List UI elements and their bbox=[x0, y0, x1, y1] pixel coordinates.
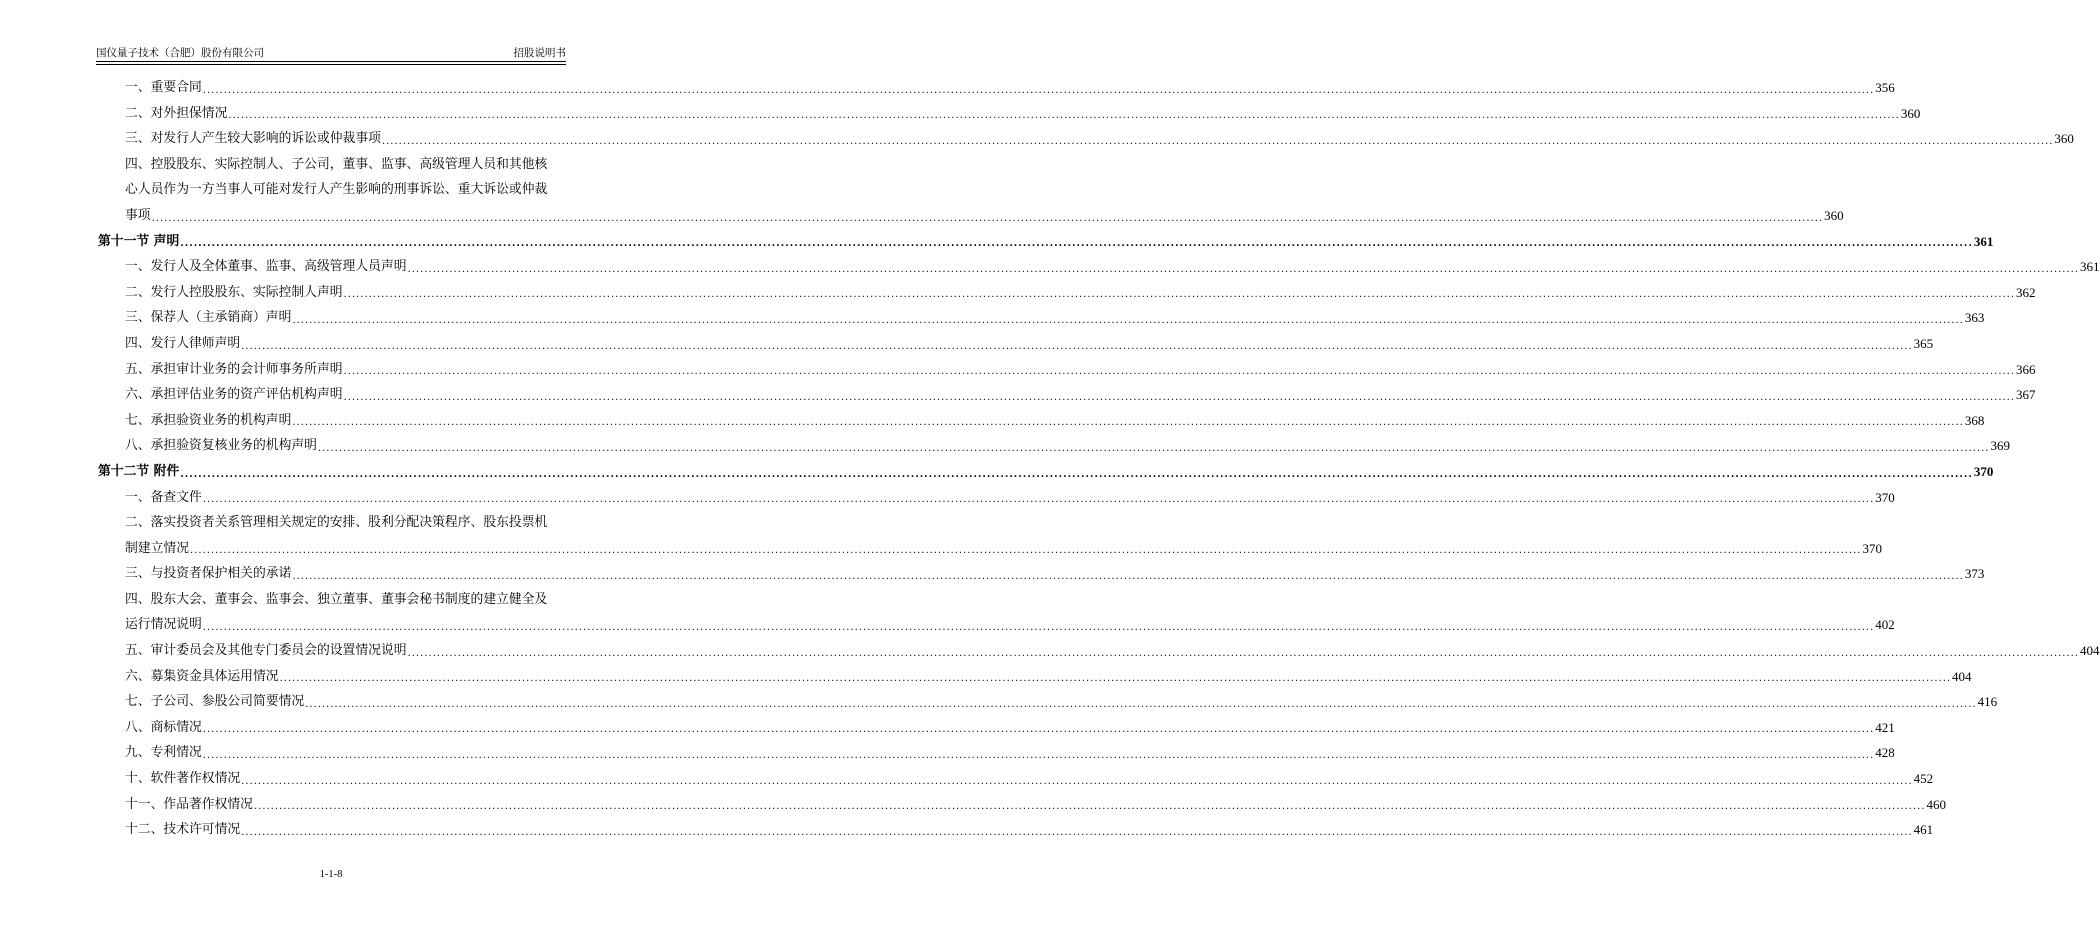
dot-leader: ................................................................................................................................................................................................................................................................................................................................................................................................................ bbox=[241, 775, 1913, 787]
toc-entry-text: 第十一节 声明 bbox=[98, 233, 180, 249]
dot-leader: ................................................................................................................................................................................................................................................................................................................................................................................................................ bbox=[180, 468, 1973, 480]
dot-leader: ................................................................................................................................................................................................................................................................................................................................................................................................................ bbox=[407, 263, 2080, 275]
toc-entry[interactable] bbox=[98, 382, 2036, 408]
toc-page-number: 452 bbox=[1913, 771, 1934, 787]
dot-leader: ................................................................................................................................................................................................................................................................................................................................................................................................................ bbox=[343, 366, 2016, 378]
dot-leader: ................................................................................................................................................................................................................................................................................................................................................................................................................ bbox=[343, 289, 2016, 301]
toc-entry-text: 四、控股股东、实际控制人、子公司，董事、监事、高级管理人员和其他核 bbox=[125, 156, 548, 172]
toc-page-number: 416 bbox=[1977, 694, 1998, 710]
toc-section-heading[interactable] bbox=[98, 459, 1994, 485]
toc-section-heading[interactable] bbox=[98, 229, 1994, 255]
toc-entry-text: 四、发行人律师声明 bbox=[125, 335, 241, 351]
toc-entry-text: 七、子公司、参股公司简要情况 bbox=[125, 694, 305, 710]
toc-entry-text: 八、承担验资复核业务的机构声明 bbox=[125, 438, 317, 454]
toc-entry-text: 六、募集资金具体运用情况 bbox=[125, 668, 279, 684]
dot-leader: ................................................................................................................................................................................................................................................................................................................................................................................................................ bbox=[202, 724, 1875, 736]
toc-entry-text: 二、发行人控股股东、实际控制人声明 bbox=[125, 284, 343, 300]
toc-entry-text: 五、承担审计业务的会计师事务所声明 bbox=[125, 361, 343, 377]
toc-page-number: 361 bbox=[2080, 259, 2100, 275]
toc-entry[interactable] bbox=[98, 766, 1934, 792]
toc-page-number: 370 bbox=[1862, 540, 1882, 556]
toc-entry[interactable] bbox=[98, 638, 2100, 664]
dot-leader: ................................................................................................................................................................................................................................................................................................................................................................................................................ bbox=[202, 750, 1875, 762]
toc-page-number: 404 bbox=[1952, 668, 1972, 684]
dot-leader: ................................................................................................................................................................................................................................................................................................................................................................................................................ bbox=[151, 212, 1824, 224]
toc-page-number: 365 bbox=[1913, 335, 1934, 351]
header-rule-thick bbox=[96, 61, 566, 62]
toc-entry-text: 二、对外担保情况 bbox=[125, 105, 228, 121]
dot-leader: ................................................................................................................................................................................................................................................................................................................................................................................................................ bbox=[381, 135, 2054, 147]
toc-entry[interactable] bbox=[98, 689, 1998, 715]
toc-page-number: 428 bbox=[1875, 745, 1895, 761]
toc-entry-text: 四、股东大会、董事会、监事会、独立董事、董事会秘书制度的建立健全及 bbox=[125, 591, 548, 607]
toc-entry[interactable] bbox=[98, 152, 1844, 229]
dot-leader: ................................................................................................................................................................................................................................................................................................................................................................................................................ bbox=[292, 314, 1964, 326]
toc-entry[interactable] bbox=[98, 485, 1895, 511]
toc-entry[interactable] bbox=[98, 75, 1895, 101]
dot-leader: ................................................................................................................................................................................................................................................................................................................................................................................................................ bbox=[407, 647, 2080, 659]
toc-entry[interactable] bbox=[98, 331, 1934, 357]
toc-entry-text: 九、专利情况 bbox=[125, 745, 202, 761]
dot-leader: ................................................................................................................................................................................................................................................................................................................................................................................................................ bbox=[292, 417, 1964, 429]
toc-entry[interactable] bbox=[98, 817, 1934, 843]
toc-entry-text: 五、审计委员会及其他专门委员会的设置情况说明 bbox=[125, 643, 407, 659]
toc-entry-text: 事项 bbox=[125, 207, 151, 223]
toc-page-number: 370 bbox=[1973, 463, 1994, 479]
table-of-contents bbox=[98, 75, 2100, 843]
toc-entry[interactable] bbox=[98, 254, 2100, 280]
toc-page-number: 460 bbox=[1926, 796, 1946, 812]
toc-entry[interactable] bbox=[98, 740, 1895, 766]
dot-leader: ................................................................................................................................................................................................................................................................................................................................................................................................................ bbox=[279, 673, 1952, 685]
document-type: 招股说明书 bbox=[513, 47, 566, 59]
toc-entry[interactable] bbox=[98, 561, 1985, 587]
toc-entry-text: 八、商标情况 bbox=[125, 719, 202, 735]
toc-entry[interactable] bbox=[98, 664, 1972, 690]
dot-leader: ................................................................................................................................................................................................................................................................................................................................................................................................................ bbox=[228, 110, 1900, 122]
toc-entry-text: 一、备查文件 bbox=[125, 489, 202, 505]
toc-page-number: 370 bbox=[1875, 489, 1895, 505]
toc-entry-text: 第十二节 附件 bbox=[98, 463, 180, 479]
toc-entry-text: 心人员作为一方当事人可能对发行人产生影响的刑事诉讼、重大诉讼或仲裁 bbox=[125, 182, 548, 198]
toc-page-number: 356 bbox=[1875, 80, 1895, 95]
dot-leader: ................................................................................................................................................................................................................................................................................................................................................................................................................ bbox=[202, 622, 1875, 634]
dot-leader: ................................................................................................................................................................................................................................................................................................................................................................................................................ bbox=[253, 801, 1926, 813]
toc-entry[interactable] bbox=[98, 101, 1921, 127]
toc-entry-text: 十二、技术许可情况 bbox=[125, 822, 241, 838]
toc-page-number: 402 bbox=[1875, 617, 1895, 633]
toc-page-number: 367 bbox=[2016, 387, 2036, 403]
toc-entry-text: 三、对发行人产生较大影响的诉讼或仲裁事项 bbox=[125, 131, 381, 147]
dot-leader: ................................................................................................................................................................................................................................................................................................................................................................................................................ bbox=[241, 826, 1913, 838]
toc-page-number: 361 bbox=[1973, 233, 1994, 249]
toc-entry[interactable] bbox=[98, 510, 1882, 561]
toc-page-number: 404 bbox=[2080, 643, 2100, 659]
company-name: 国仪量子技术（合肥）股份有限公司 bbox=[96, 47, 264, 59]
toc-entry-text: 二、落实投资者关系管理相关规定的安排、股利分配决策程序、股东投票机 bbox=[125, 515, 548, 531]
dot-leader: ................................................................................................................................................................................................................................................................................................................................................................................................................ bbox=[202, 84, 1875, 96]
toc-page-number: 360 bbox=[2054, 131, 2074, 147]
page-header bbox=[96, 46, 566, 62]
toc-page-number: 461 bbox=[1913, 822, 1934, 838]
toc-entry-text: 制建立情况 bbox=[125, 540, 189, 556]
toc-entry-text: 十、软件著作权情况 bbox=[125, 771, 241, 787]
dot-leader: ................................................................................................................................................................................................................................................................................................................................................................................................................ bbox=[305, 698, 1977, 710]
dot-leader: ................................................................................................................................................................................................................................................................................................................................................................................................................ bbox=[343, 391, 2016, 403]
toc-entry-text: 三、保荐人（主承销商）声明 bbox=[125, 310, 292, 326]
toc-entry-text: 一、发行人及全体董事、监事、高级管理人员声明 bbox=[125, 259, 407, 275]
toc-entry-text: 六、承担评估业务的资产评估机构声明 bbox=[125, 387, 343, 403]
toc-entry-text: 一、重要合同 bbox=[125, 80, 202, 95]
toc-page-number: 369 bbox=[1990, 438, 2010, 454]
toc-entry-text: 运行情况说明 bbox=[125, 617, 202, 633]
toc-entry-text: 三、与投资者保护相关的承诺 bbox=[125, 566, 292, 582]
page-number: 1-1-8 bbox=[319, 869, 343, 880]
toc-page-number: 366 bbox=[2016, 361, 2036, 377]
dot-leader: ................................................................................................................................................................................................................................................................................................................................................................................................................ bbox=[180, 238, 1973, 250]
toc-entry[interactable] bbox=[98, 280, 2036, 306]
toc-entry-text: 七、承担验资业务的机构声明 bbox=[125, 412, 292, 428]
dot-leader: ................................................................................................................................................................................................................................................................................................................................................................................................................ bbox=[317, 442, 1990, 454]
toc-page-number: 421 bbox=[1875, 719, 1895, 735]
dot-leader: ................................................................................................................................................................................................................................................................................................................................................................................................................ bbox=[202, 494, 1875, 506]
toc-page-number: 368 bbox=[1964, 412, 1985, 428]
toc-entry[interactable] bbox=[98, 357, 2036, 383]
toc-page-number: 373 bbox=[1964, 566, 1985, 582]
header-rule-thin bbox=[96, 64, 566, 65]
toc-entry[interactable] bbox=[98, 792, 1946, 818]
toc-page-number: 362 bbox=[2016, 284, 2036, 300]
dot-leader: ................................................................................................................................................................................................................................................................................................................................................................................................................ bbox=[292, 570, 1964, 582]
toc-entry[interactable] bbox=[98, 433, 2010, 459]
toc-entry[interactable] bbox=[98, 715, 1895, 741]
dot-leader: ................................................................................................................................................................................................................................................................................................................................................................................................................ bbox=[189, 545, 1862, 557]
toc-entry[interactable] bbox=[98, 587, 1895, 638]
toc-page-number: 363 bbox=[1964, 310, 1985, 326]
toc-entry[interactable] bbox=[98, 126, 2074, 152]
toc-page-number: 360 bbox=[1824, 207, 1844, 223]
toc-entry[interactable] bbox=[98, 305, 1985, 331]
toc-entry[interactable] bbox=[98, 408, 1985, 434]
toc-page-number: 360 bbox=[1900, 105, 1921, 121]
toc-entry-text: 十一、作品著作权情况 bbox=[125, 796, 253, 812]
dot-leader: ................................................................................................................................................................................................................................................................................................................................................................................................................ bbox=[241, 340, 1913, 352]
